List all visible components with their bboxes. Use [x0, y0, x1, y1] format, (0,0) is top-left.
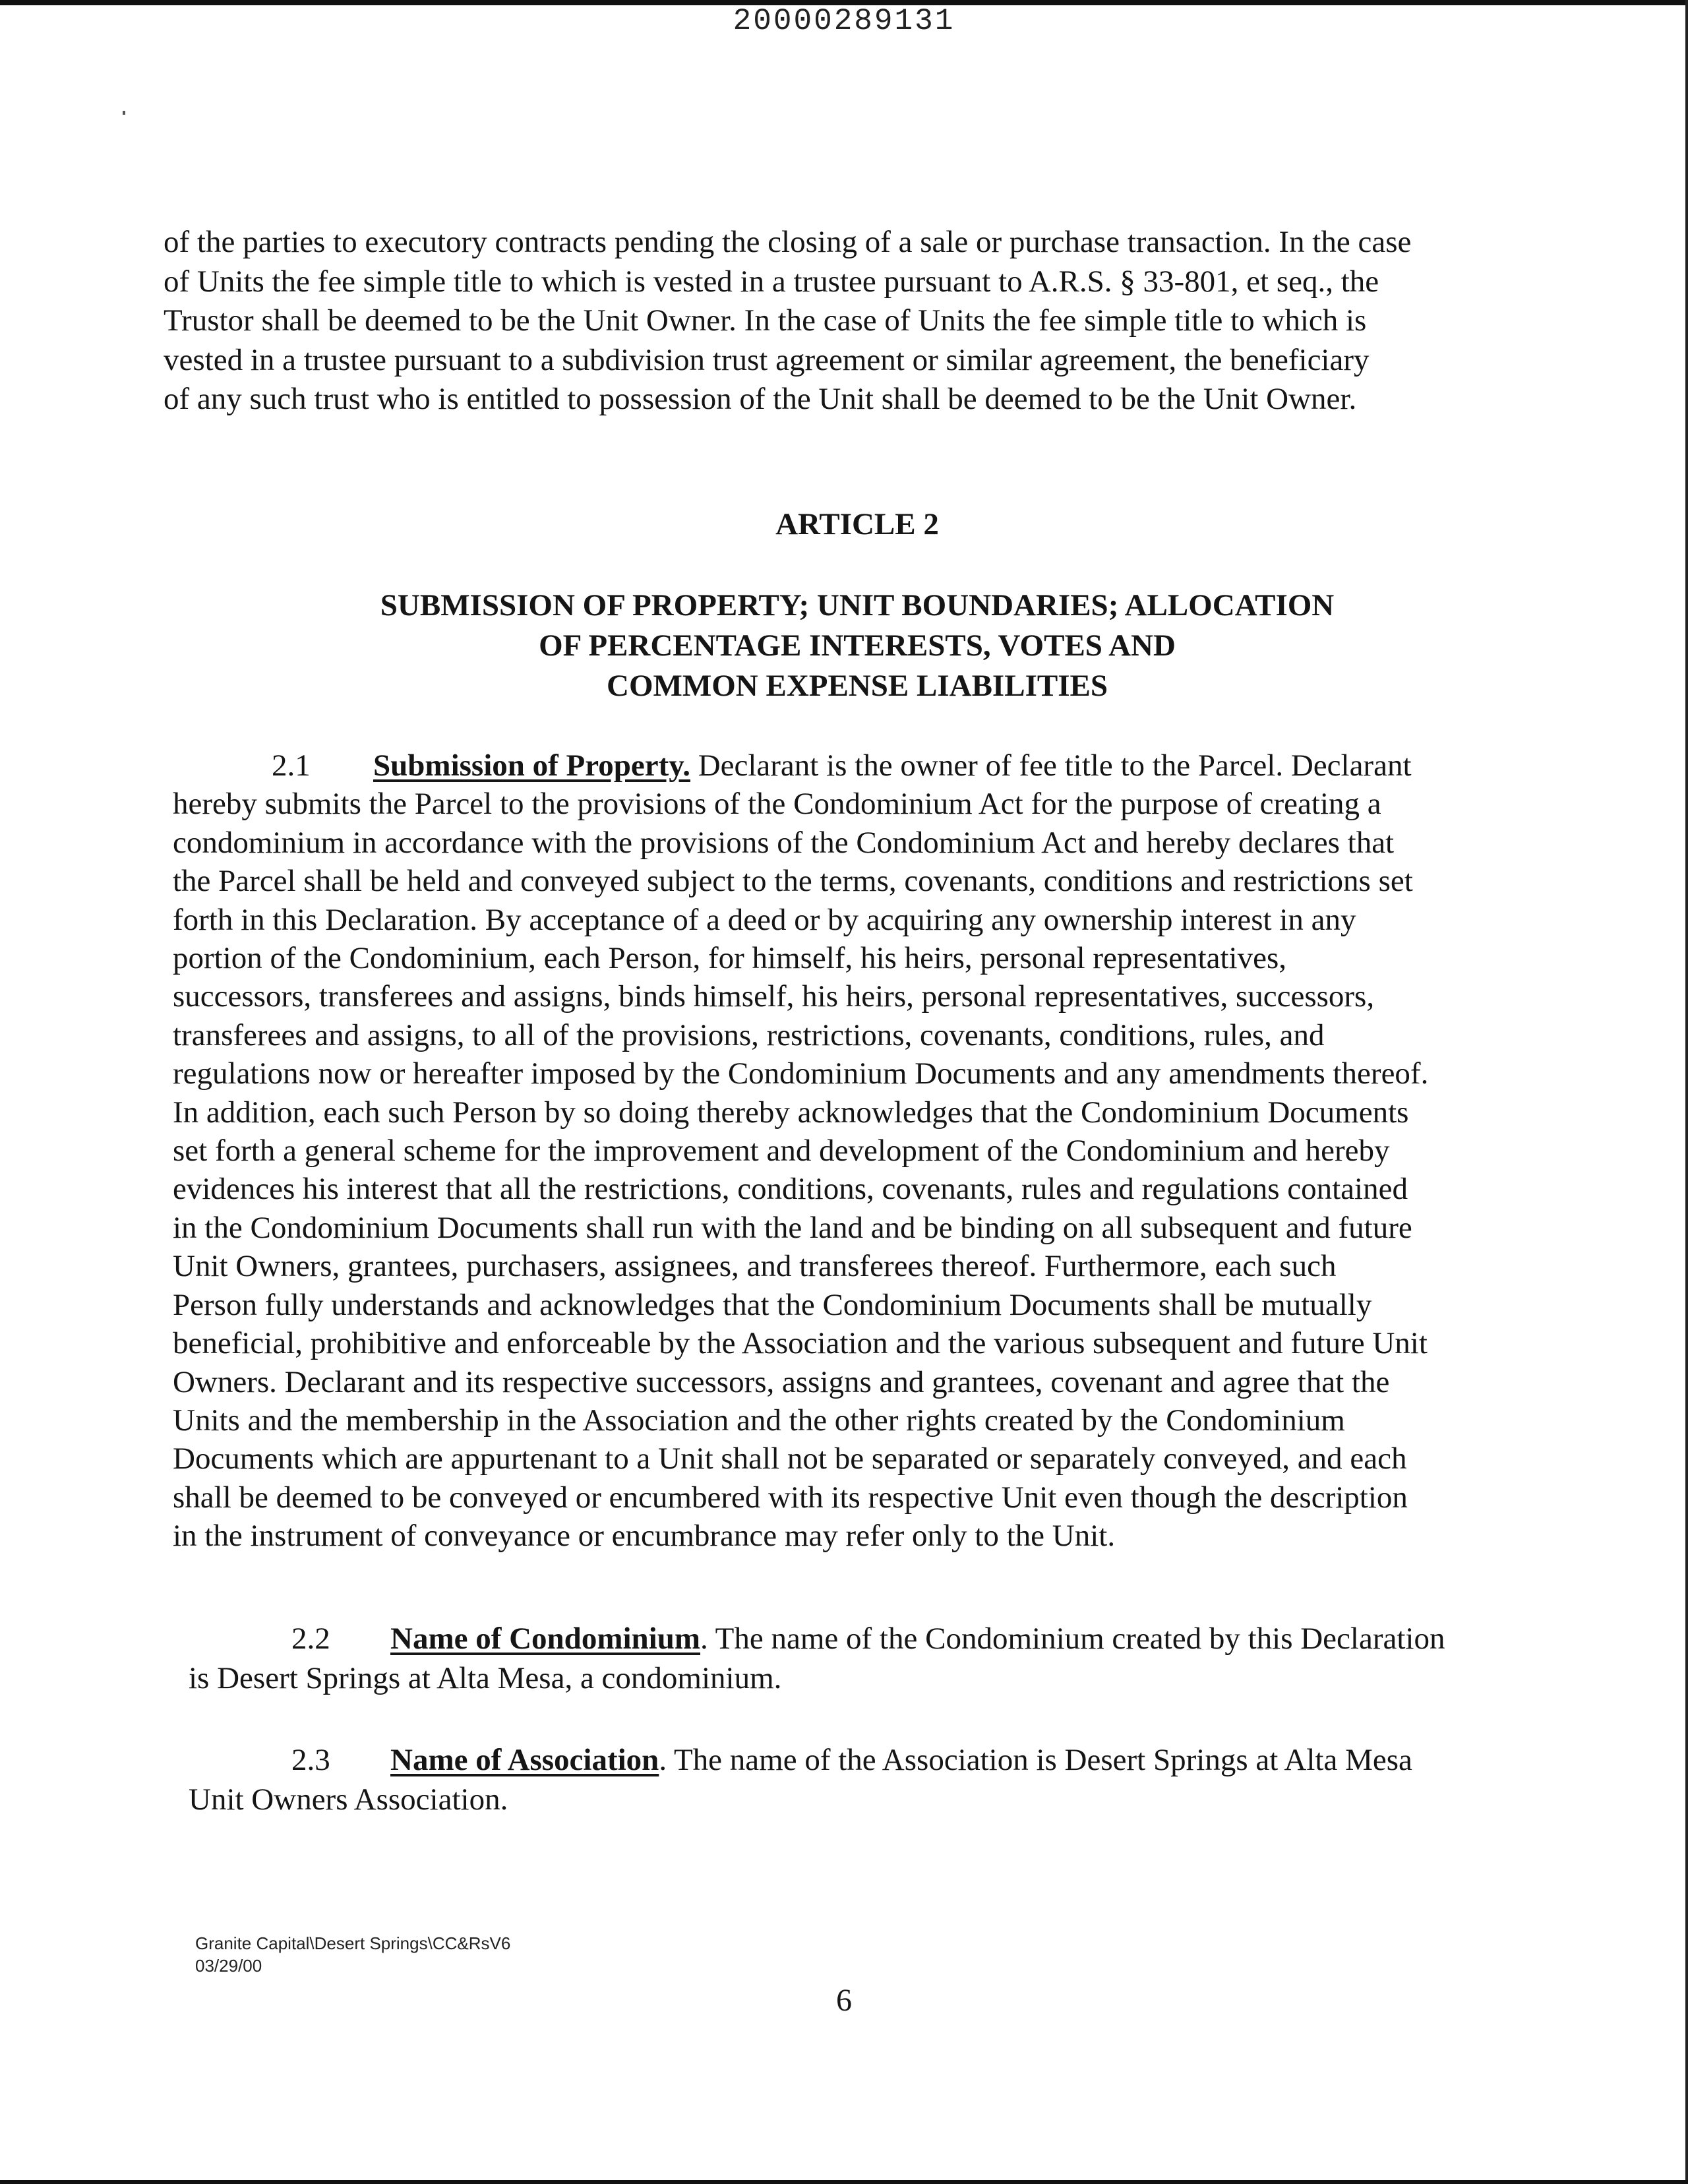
paragraph-line: shall be deemed to be conveyed or encumbered with its respective Unit even though the description: [173, 1480, 1408, 1515]
right-border: [1685, 0, 1688, 2184]
section-first-line: [173, 746, 1489, 785]
paragraph-line: hereby submits the Parcel to the provisions of the Condominium Act for the purpose of creating a: [173, 787, 1381, 822]
paragraph-line: Owners. Declarant and its respective successors, assigns and grantees, covenant and agree that the: [173, 1364, 1390, 1399]
article-subtitle-line: SUBMISSION OF PROPERTY; UNIT BOUNDARIES; ALLOCATION: [380, 588, 1335, 622]
paragraph-line: Trustor shall be deemed to be the Unit Owner. In the case of Units the fee simple title to which is: [164, 303, 1367, 338]
paragraph-line: of any such trust who is entitled to possession of the Unit shall be deemed to be the Unit Owner.: [164, 382, 1357, 417]
footer-file-info: [195, 1932, 510, 1977]
section-text: Declarant is the owner of fee title to the Parcel. Declarant: [690, 748, 1412, 783]
paragraph-line: In addition, each such Person by so doing thereby acknowledges that the Condominium Documents: [173, 1095, 1409, 1130]
article-title: ARTICLE 2: [775, 507, 939, 541]
section-title: Submission of Property.: [373, 748, 690, 783]
footer-file-path: Granite Capital\Desert Springs\CC&RsV6: [195, 1933, 511, 1953]
section-number: 2.3: [291, 1743, 330, 1777]
paragraph-line: evidences his interest that all the restrictions, conditions, covenants, rules and regulations contained: [173, 1172, 1408, 1207]
paragraph-line: in the instrument of conveyance or encumbrance may refer only to the Unit.: [173, 1519, 1116, 1554]
paragraph-line: in the Condominium Documents shall run with the land and be binding on all subsequent and future: [173, 1210, 1412, 1245]
paragraph-line: Unit Owners, grantees, purchasers, assignees, and transferees thereof. Furthermore, each such: [173, 1249, 1337, 1284]
paragraph-line: Person fully understands and acknowledges that the Condominium Documents shall be mutually: [173, 1287, 1372, 1322]
section-number: 2.2: [291, 1622, 330, 1656]
paragraph-line: forth in this Declaration. By acceptance of a deed or by acquiring any ownership interest in any: [173, 902, 1356, 937]
article-subtitle-line: COMMON EXPENSE LIABILITIES: [607, 669, 1108, 703]
paragraph-line: transferees and assigns, to all of the provisions, restrictions, covenants, conditions, rules, and: [173, 1017, 1325, 1052]
paragraph-line: regulations now or hereafter imposed by the Condominium Documents and any amendments thereof.: [173, 1056, 1429, 1091]
page-number: 6: [836, 1983, 852, 2018]
section-2-2: [189, 1620, 1490, 1698]
paragraph-line: Unit Owners Association.: [189, 1782, 508, 1817]
section-text: . The name of the Association is Desert Springs at Alta Mesa: [659, 1743, 1412, 1777]
section-text: . The name of the Condominium created by this Declaration: [700, 1622, 1445, 1656]
paragraph-line: Documents which are appurtenant to a Unit shall not be separated or separately conveyed, and each: [173, 1441, 1407, 1476]
paragraph-line: of Units the fee simple title to which is vested in a trustee pursuant to A.R.S. § 33-801, et seq., the: [164, 264, 1379, 299]
document-id: 20000289131: [733, 4, 955, 38]
paragraph-line: set forth a general scheme for the improvement and development of the Condominium and hereby: [173, 1134, 1390, 1168]
section-2-1: [173, 746, 1489, 1556]
paragraph-line: is Desert Springs at Alta Mesa, a condominium.: [189, 1660, 782, 1695]
article-subtitle: [290, 586, 1424, 706]
section-2-3: [189, 1741, 1490, 1819]
intro-paragraph: [164, 223, 1469, 419]
paragraph-line: vested in a trustee pursuant to a subdivision trust agreement or similar agreement, the beneficiary: [164, 342, 1370, 377]
article-subtitle-line: OF PERCENTAGE INTERESTS, VOTES AND: [539, 628, 1176, 663]
paragraph-line: condominium in accordance with the provisions of the Condominium Act and hereby declares that: [173, 825, 1395, 860]
paragraph-line: Units and the membership in the Association and the other rights created by the Condominium: [173, 1403, 1345, 1438]
paragraph-line: successors, transferees and assigns, binds himself, his heirs, personal representatives, successors,: [173, 979, 1375, 1014]
paragraph-line: beneficial, prohibitive and enforceable by the Association and the various subsequent and future Unit: [173, 1326, 1428, 1361]
scan-speck: [123, 111, 125, 115]
section-number: 2.1: [272, 748, 311, 783]
paragraph-line: of the parties to executory contracts pending the closing of a sale or purchase transaction. In the case: [164, 225, 1412, 259]
section-first-line: [189, 1741, 1490, 1780]
bottom-border: [0, 2180, 1688, 2184]
section-title: Name of Condominium: [390, 1622, 701, 1656]
paragraph-line: the Parcel shall be held and conveyed subject to the terms, covenants, conditions and restrictions set: [173, 864, 1413, 899]
footer-date: 03/29/00: [195, 1956, 262, 1976]
section-title: Name of Association: [390, 1743, 659, 1777]
section-first-line: [189, 1620, 1490, 1659]
paragraph-line: portion of the Condominium, each Person, for himself, his heirs, personal representatives,: [173, 941, 1287, 976]
